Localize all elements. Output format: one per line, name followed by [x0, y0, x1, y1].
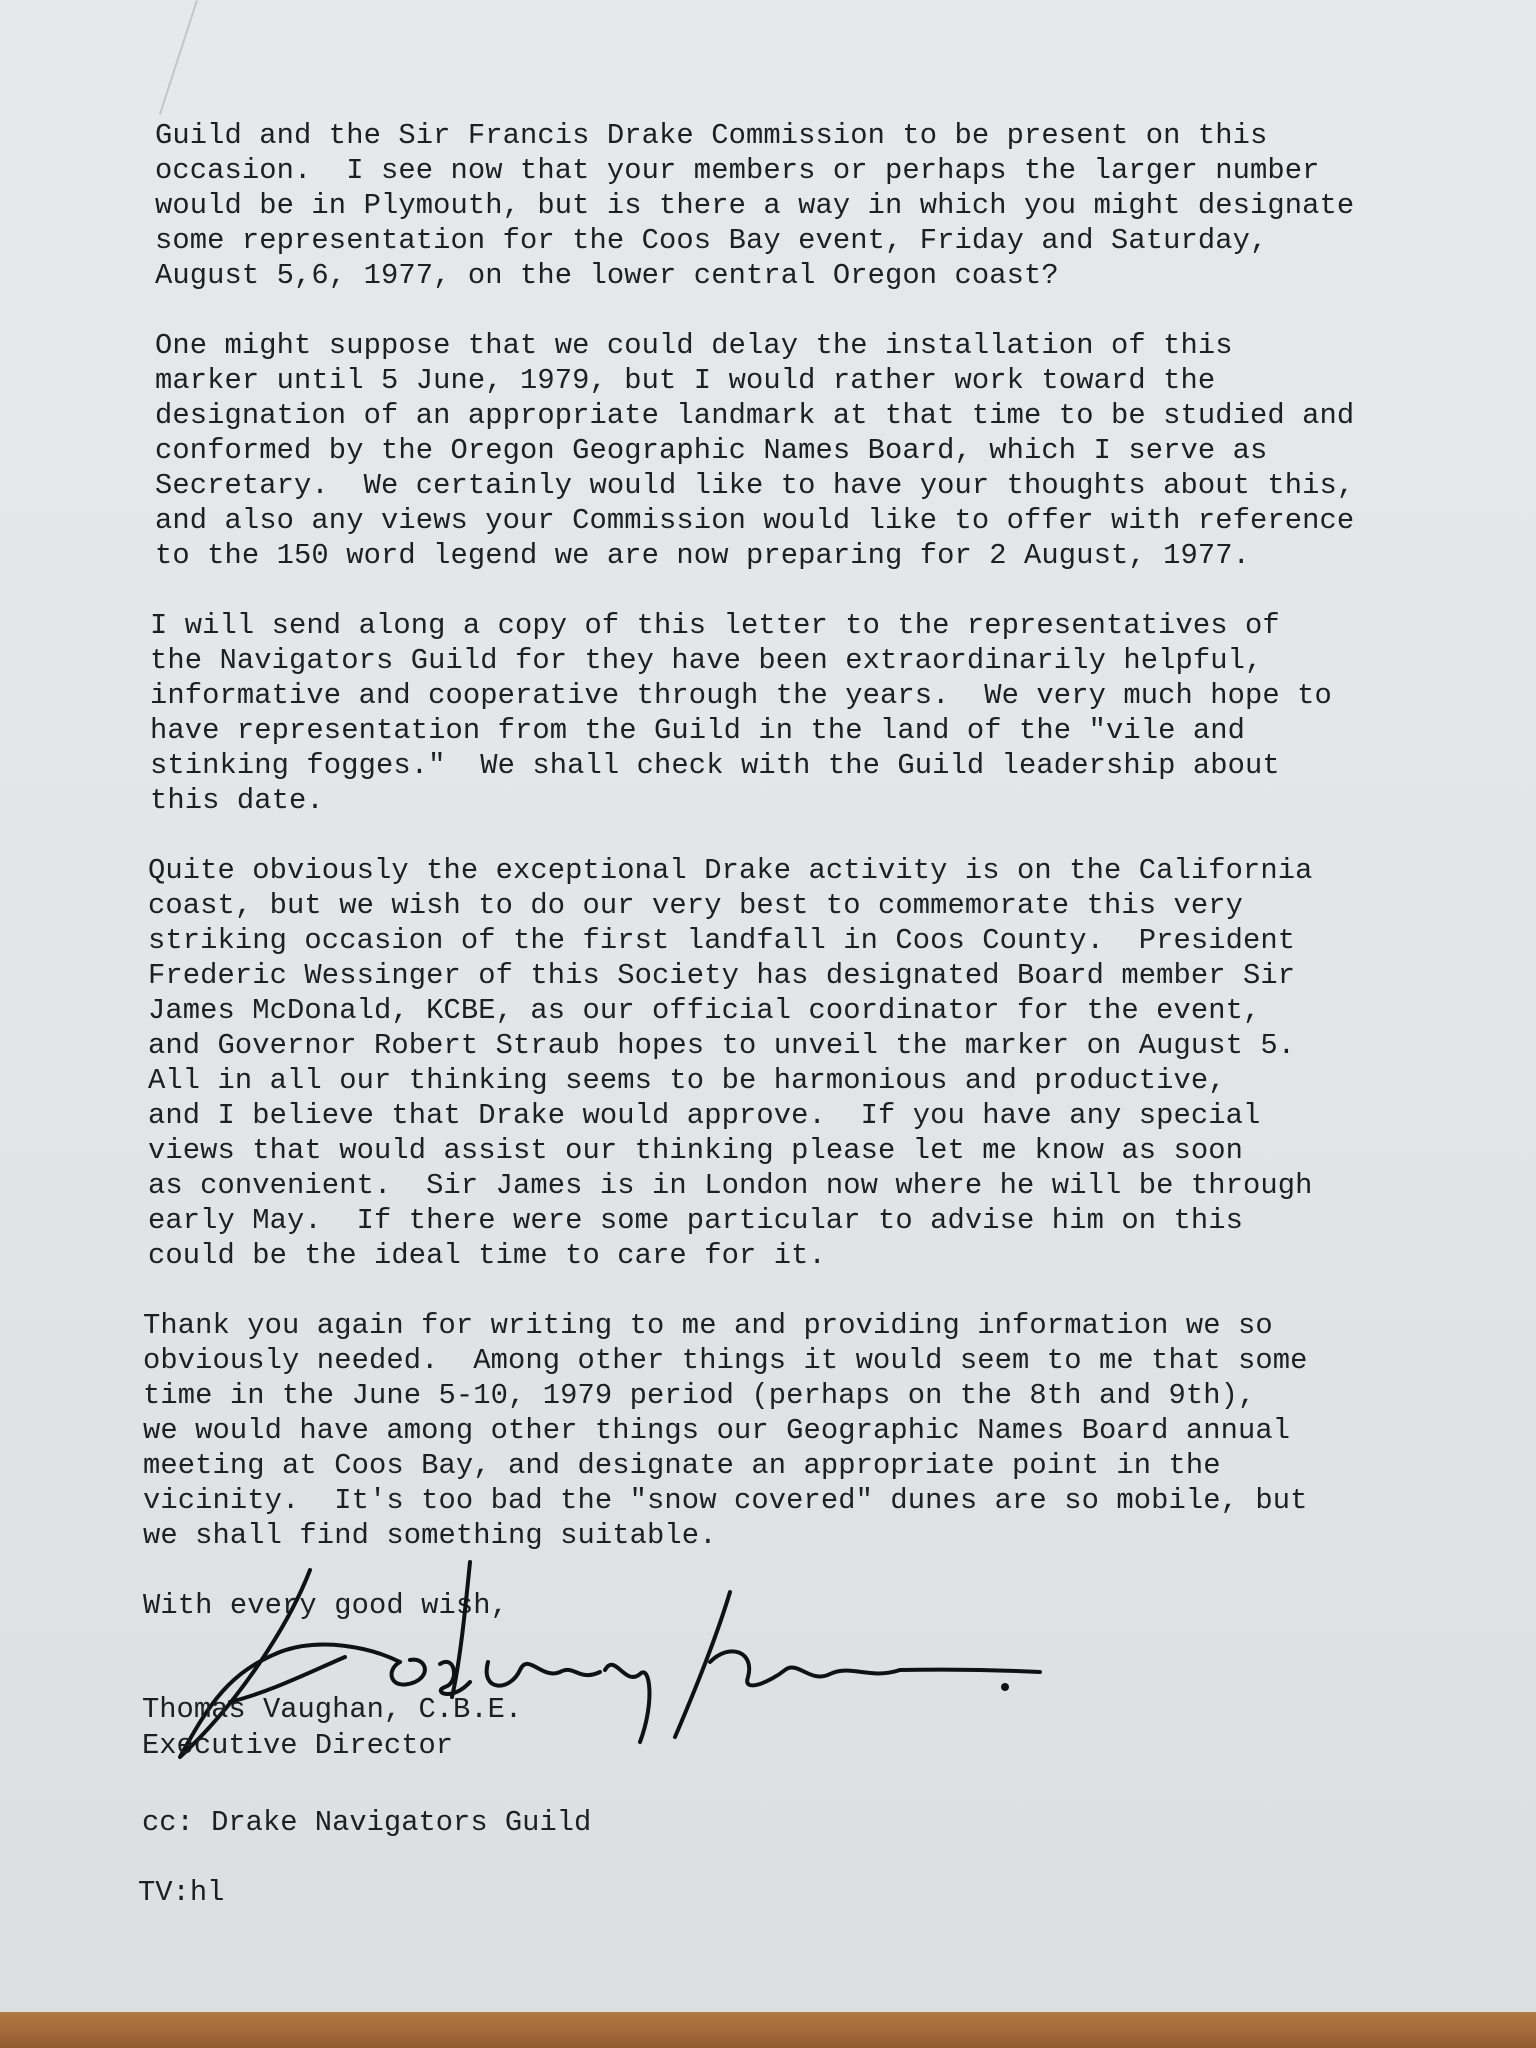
text-line: and Governor Robert Straub hopes to unveil the marker on August 5.	[148, 1029, 1296, 1062]
text-line: time in the June 5-10, 1979 period (perhaps on the 8th and 9th),	[143, 1379, 1256, 1412]
text-line: marker until 5 June, 1979, but I would rather work toward the	[155, 364, 1216, 397]
text-line: and I believe that Drake would approve. If you have any special	[148, 1099, 1261, 1132]
text-line: meeting at Coos Bay, and designate an appropriate point in the	[143, 1449, 1221, 1482]
closing-line: With every good wish,	[143, 1589, 508, 1622]
cc-line: cc: Drake Navigators Guild	[142, 1806, 592, 1839]
paragraph-5	[143, 1308, 1440, 1553]
text-line: as convenient. Sir James is in London now where he will be through	[148, 1169, 1313, 1202]
paragraph-3	[150, 608, 1440, 818]
text-line: the Navigators Guild for they have been extraordinarily helpful,	[150, 644, 1263, 677]
text-line: Frederic Wessinger of this Society has designated Board member Sir	[148, 959, 1296, 992]
text-line: Quite obviously the exceptional Drake activity is on the California	[148, 854, 1313, 887]
text-line: views that would assist our thinking please let me know as soon	[148, 1134, 1243, 1167]
signer-name: Thomas Vaughan, C.B.E.	[142, 1693, 523, 1726]
text-line: vicinity. It's too bad the "snow covered" dunes are so mobile, but	[143, 1484, 1308, 1517]
signer-title: Executive Director	[142, 1729, 454, 1762]
text-line: Secretary. We certainly would like to have your thoughts about this,	[155, 469, 1355, 502]
text-line: striking occasion of the first landfall in Coos County. President	[148, 924, 1296, 957]
text-line: this date.	[150, 784, 324, 817]
table-surface	[0, 2012, 1536, 2048]
text-line: some representation for the Coos Bay event, Friday and Saturday,	[155, 224, 1268, 257]
typist-initials: TV:hl	[138, 1876, 225, 1909]
text-line: obviously needed. Among other things it would seem to me that some	[143, 1344, 1308, 1377]
text-line: coast, but we wish to do our very best to commemorate this very	[148, 889, 1243, 922]
text-line: to the 150 word legend we are now preparing for 2 August, 1977.	[155, 539, 1250, 572]
text-line: could be the ideal time to care for it.	[148, 1239, 826, 1272]
text-line: One might suppose that we could delay the installation of this	[155, 329, 1233, 362]
text-line: Guild and the Sir Francis Drake Commission to be present on this	[155, 119, 1268, 152]
text-line: informative and cooperative through the years. We very much hope to	[150, 679, 1332, 712]
text-line: we shall find something suitable.	[143, 1519, 717, 1552]
text-line: conformed by the Oregon Geographic Names Board, which I serve as	[155, 434, 1268, 467]
paragraph-1	[155, 118, 1440, 293]
text-line: early May. If there were some particular to advise him on this	[148, 1204, 1243, 1237]
text-line: All in all our thinking seems to be harmonious and productive,	[148, 1064, 1226, 1097]
text-line: would be in Plymouth, but is there a way in which you might designate	[155, 189, 1355, 222]
letter-body	[140, 118, 1440, 1623]
paragraph-4	[148, 853, 1440, 1273]
text-line: we would have among other things our Geographic Names Board annual	[143, 1414, 1291, 1447]
signer-block	[142, 1692, 522, 1764]
paper-crease	[159, 0, 198, 115]
text-line: I will send along a copy of this letter to the representatives of	[150, 609, 1280, 642]
text-line: and also any views your Commission would like to offer with reference	[155, 504, 1355, 537]
text-line: Thank you again for writing to me and providing information we so	[143, 1309, 1273, 1342]
text-line: designation of an appropriate landmark at that time to be studied and	[155, 399, 1355, 432]
text-line: James McDonald, KCBE, as our official coordinator for the event,	[148, 994, 1261, 1027]
text-line: August 5,6, 1977, on the lower central Oregon coast?	[155, 259, 1059, 292]
paragraph-2	[155, 328, 1440, 573]
text-line: have representation from the Guild in the land of the "vile and	[150, 714, 1245, 747]
text-line: occasion. I see now that your members or perhaps the larger number	[155, 154, 1320, 187]
text-line: stinking fogges." We shall check with the Guild leadership about	[150, 749, 1280, 782]
